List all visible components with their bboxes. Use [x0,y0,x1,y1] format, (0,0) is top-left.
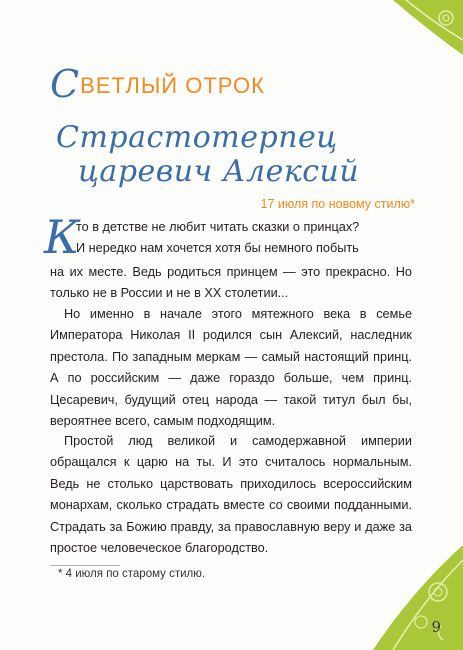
footnote-divider [50,565,120,566]
headline-line-1: Страстотерпец [56,120,338,155]
section-title [50,62,265,106]
footnote: * 4 июля по старому стилю. [58,568,206,580]
paragraph-1: Но именно в начале этого мятежного века в семье Императора Николая II родился сын Алексий, наследник престола. По западным меркам — самый настоящий принц. А по российским — даже гораздо больше, чем принц. Цесаревич, будущий отец народа — такой титул был бы, вероятнее всего, самым подходящим. [50,307,412,429]
intro-line-2: И нередко нам хочется хотя бы немного побыть [76,241,359,255]
paragraph-2: Простой люд великой и самодержавной империи обращался к царю на ты. И это считалось нормальным. Ведь не столько царствовать приходилось всероссийским монархам, сколько страдать вместе со своими подданными. Страдать за Божию правду, за православную веру и даже за простое человеческое благородство. [50,434,412,556]
page-number: 9 [431,618,441,636]
corner-ornament-top [388,0,463,65]
section-title-rest: ВЕТЛЫЙ ОТРОК [80,73,265,98]
date-note: 17 июля по новому стилю* [260,197,415,211]
intro-line-1: то в детстве не любит читать сказки о принцах? [76,220,360,234]
section-title-initial: С [50,62,80,106]
intro-paragraph-rest: на их месте. Ведь родиться принцем — это прекрасно. Но только не в России и не в XX столетии... [50,265,412,301]
headline-line-2: царевич Алексий [78,154,360,189]
drop-cap: К [44,210,80,264]
